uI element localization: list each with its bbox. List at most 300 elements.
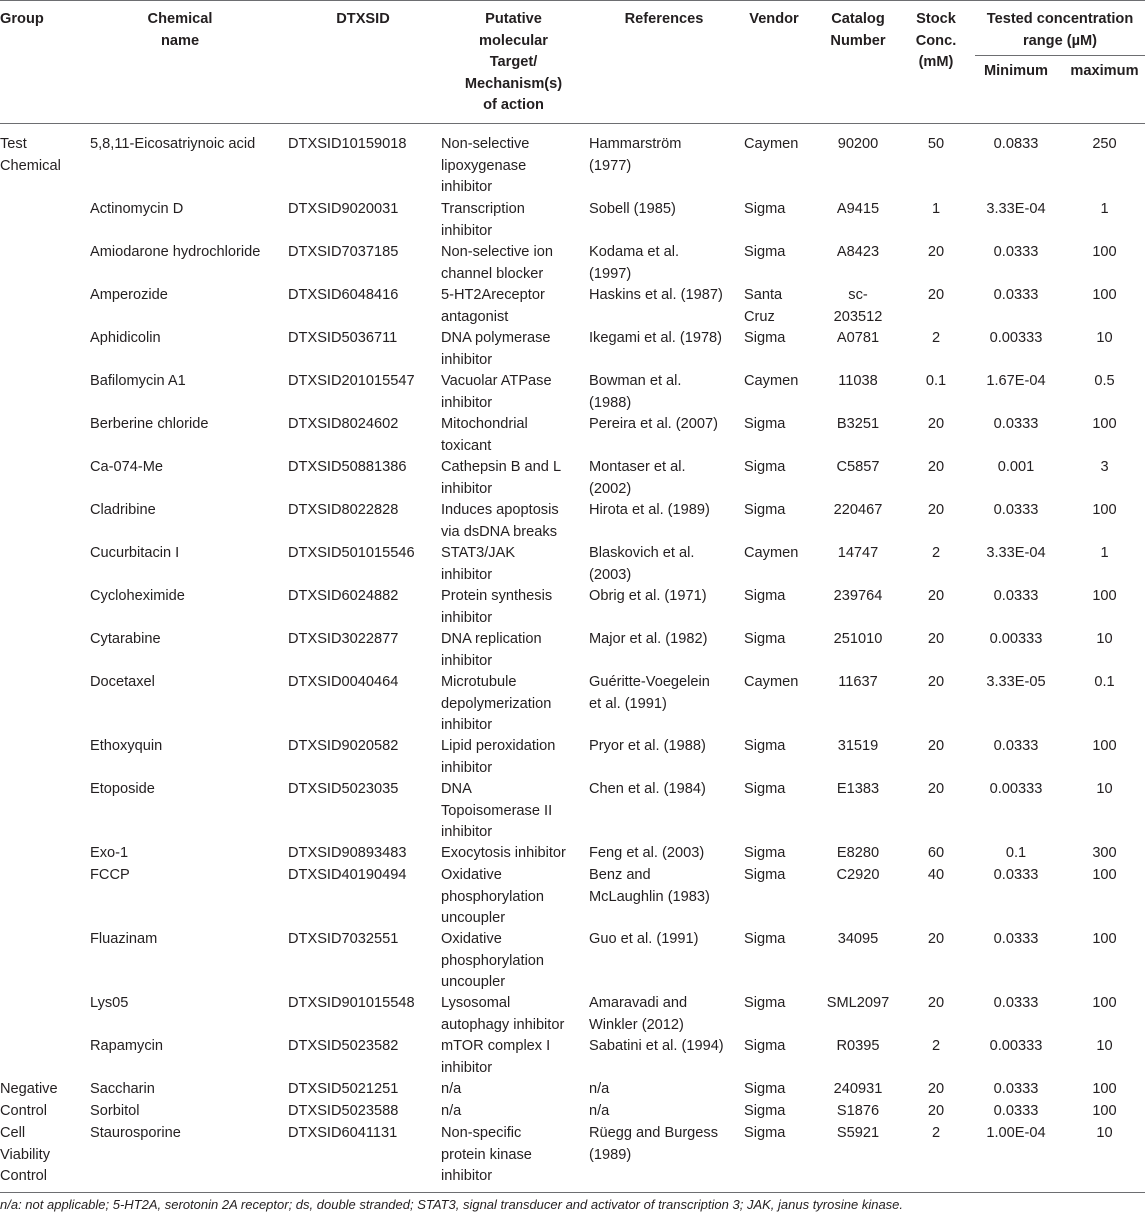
cell-line: 100 <box>1092 738 1117 754</box>
cell-line: Rüegg and Burgess <box>589 1125 718 1141</box>
cell-chemical <box>90 414 280 436</box>
cell-line: Amaravadi and <box>589 995 688 1011</box>
cell-line: Sigma <box>744 867 786 883</box>
cell-line: Cathepsin B and L <box>441 459 562 475</box>
cell-line: 20 <box>927 738 945 754</box>
cell-line: 0.00333 <box>989 330 1043 346</box>
cell-line: 50 <box>927 136 945 152</box>
cell-vendor <box>744 285 816 328</box>
cell-line: n/a <box>441 1103 462 1119</box>
cell-line: Caymen <box>744 674 799 690</box>
cell-line: Target/ <box>489 54 538 70</box>
cell-line: Sorbitol <box>90 1103 140 1119</box>
cell-line: 250 <box>1092 136 1117 152</box>
cell-line: Caymen <box>744 373 799 389</box>
cell-line: 0.00333 <box>989 631 1043 647</box>
cell-line: 0.5 <box>1094 373 1115 389</box>
cell-line: protein kinase <box>441 1146 532 1163</box>
cell-target <box>441 500 586 543</box>
cell-line: Lys05 <box>90 995 129 1011</box>
cell-references <box>589 629 739 651</box>
cell-chemical <box>90 736 280 758</box>
cell-line: 10 <box>1096 330 1113 346</box>
cell-max <box>1064 500 1145 522</box>
cell-line: channel blocker <box>441 265 544 282</box>
cell-line: inhibitor <box>441 824 493 840</box>
cell-line: inhibitor <box>441 394 493 411</box>
cell-line: 100 <box>1092 416 1117 432</box>
cell-dtxsid <box>288 865 438 887</box>
cell-line: phosphorylation <box>441 952 545 969</box>
cell-line: 100 <box>1092 1103 1117 1119</box>
cell-line: Sigma <box>744 416 786 432</box>
cell-stock <box>906 865 966 887</box>
cell-line: 3.33E-04 <box>986 201 1046 217</box>
cell-line: Kodama et al. <box>589 244 680 260</box>
cell-stock <box>906 586 966 608</box>
cell-line: 240931 <box>833 1081 883 1097</box>
cell-stock <box>906 328 966 350</box>
cell-line: 11038 <box>838 373 878 389</box>
cell-line: n/a <box>589 1103 610 1119</box>
cell-min <box>972 242 1060 264</box>
cell-catalog <box>820 865 896 887</box>
cell-line: Chemical <box>147 11 213 27</box>
cell-min <box>972 543 1060 565</box>
cell-line: 0.0333 <box>993 1103 1039 1119</box>
cell-line: 20 <box>927 781 945 797</box>
cell-line: FCCP <box>90 867 130 883</box>
cell-target <box>441 736 586 779</box>
cell-line: Sigma <box>744 1038 786 1054</box>
cell-max <box>1064 328 1145 350</box>
cell-line: 3.33E-04 <box>986 545 1046 561</box>
cell-chemical <box>90 1036 280 1058</box>
cell-min <box>972 285 1060 307</box>
header-dtxsid <box>288 9 438 31</box>
cell-line: uncoupler <box>441 974 506 990</box>
cell-catalog <box>820 1123 896 1145</box>
cell-line: Cytarabine <box>90 631 161 647</box>
cell-line: 100 <box>1092 867 1117 883</box>
cell-stock <box>906 242 966 264</box>
cell-line: Sigma <box>744 781 786 797</box>
cell-line: Catalog <box>831 11 885 27</box>
cell-line: Lysosomal <box>441 995 511 1011</box>
cell-dtxsid <box>288 843 438 865</box>
cell-max <box>1064 199 1145 221</box>
cell-line: inhibitor <box>441 1168 493 1184</box>
cell-line: 1 <box>1100 545 1109 561</box>
cell-line: 2 <box>931 545 941 561</box>
cell-line: Transcription <box>441 201 525 217</box>
cell-max <box>1064 672 1145 694</box>
cell-line: 14747 <box>837 545 879 561</box>
cell-dtxsid <box>288 328 438 350</box>
cell-target <box>441 134 586 199</box>
cell-line: Protein synthesis <box>441 588 553 604</box>
cell-line: Sigma <box>744 588 786 604</box>
cell-line: inhibitor <box>441 1059 493 1076</box>
cell-line: DTXSID5023588 <box>288 1103 399 1119</box>
cell-min <box>972 1079 1060 1101</box>
cell-line: DTXSID501015546 <box>288 545 415 561</box>
cell-target <box>441 586 586 629</box>
cell-line: 0.1 <box>1005 845 1027 861</box>
cell-catalog <box>820 414 896 436</box>
cell-min <box>972 865 1060 887</box>
cell-references <box>589 242 739 285</box>
cell-vendor <box>744 457 816 479</box>
cell-references <box>589 328 739 350</box>
cell-chemical <box>90 543 280 565</box>
cell-line: Sigma <box>744 845 786 861</box>
cell-catalog <box>820 929 896 951</box>
cell-line: 20 <box>927 244 945 260</box>
cell-line: Sabatini et al. (1994) <box>589 1038 724 1054</box>
cell-line: Montaser et al. <box>589 459 686 475</box>
cell-references <box>589 929 739 951</box>
cell-dtxsid <box>288 242 438 264</box>
cell-line: Etoposide <box>90 781 155 797</box>
cell-line: 0.0333 <box>993 502 1039 518</box>
cell-line: 239764 <box>833 588 883 604</box>
cell-line: Fluazinam <box>90 931 158 947</box>
cell-line: Cucurbitacin I <box>90 545 180 561</box>
cell-catalog <box>820 328 896 350</box>
cell-line: inhibitor <box>441 652 493 669</box>
cell-catalog <box>820 500 896 522</box>
cell-line: DTXSID5023582 <box>288 1038 399 1054</box>
cell-line: DTXSID7032551 <box>288 931 399 947</box>
cell-line: 100 <box>1092 287 1117 303</box>
cell-target <box>441 843 586 865</box>
cell-line: DTXSID0040464 <box>288 674 399 690</box>
cell-min <box>972 134 1060 156</box>
cell-dtxsid <box>288 457 438 479</box>
cell-line: Putative <box>485 11 542 27</box>
cell-max <box>1064 586 1145 608</box>
cell-line: E8280 <box>836 845 880 861</box>
cell-min <box>972 1123 1060 1145</box>
cell-references <box>589 586 739 608</box>
cell-stock <box>906 414 966 436</box>
cell-catalog <box>820 543 896 565</box>
cell-line: 31519 <box>837 738 879 754</box>
cell-line: Microtubule <box>441 674 517 690</box>
cell-catalog <box>820 1036 896 1058</box>
cell-chemical <box>90 629 280 651</box>
cell-stock <box>906 500 966 522</box>
header-max <box>1064 61 1145 83</box>
cell-line: Berberine chloride <box>90 416 209 432</box>
cell-line: DTXSID8022828 <box>288 502 399 518</box>
cell-line: inhibitor <box>441 609 493 626</box>
header-group <box>0 9 60 31</box>
cell-line: Bowman et al. <box>589 373 682 389</box>
cell-catalog <box>820 285 896 328</box>
cell-stock <box>906 199 966 221</box>
cell-line: Induces apoptosis <box>441 502 559 518</box>
cell-line: Cruz <box>744 308 775 325</box>
cell-vendor <box>744 1079 816 1101</box>
cell-min <box>972 629 1060 651</box>
cell-line: Docetaxel <box>90 674 155 690</box>
cell-line: DNA <box>441 781 472 797</box>
cell-chemical <box>90 500 280 522</box>
cell-line: Negative <box>0 1081 58 1097</box>
cell-line: sc- <box>848 287 868 303</box>
cell-line: 20 <box>927 459 945 475</box>
cell-catalog <box>820 242 896 264</box>
cell-chemical <box>90 457 280 479</box>
cell-line: inhibitor <box>441 717 493 733</box>
cell-line: autophagy inhibitor <box>441 1016 565 1033</box>
cell-target <box>441 779 586 844</box>
cell-line: DTXSID6048416 <box>288 287 399 303</box>
cell-stock <box>906 672 966 694</box>
header-target <box>438 9 589 117</box>
cell-vendor <box>744 736 816 758</box>
cell-line: Hirota et al. (1989) <box>589 502 710 518</box>
cell-group <box>0 1123 80 1188</box>
cell-line: 1.00E-04 <box>986 1125 1046 1141</box>
cell-line: DTXSID90893483 <box>288 845 407 861</box>
cell-line: B3251 <box>836 416 880 432</box>
cell-min <box>972 1036 1060 1058</box>
cell-line: 10 <box>1096 631 1113 647</box>
cell-line: 2 <box>931 330 941 346</box>
table-footnote: n/a: not applicable; 5-HT2A, serotonin 2A receptor; ds, double stranded; STAT3, signal transducer and activator of transcription 3; JAK, janus tyrosine kinase. <box>0 1197 904 1212</box>
cell-line: Sigma <box>744 459 786 475</box>
cell-vendor <box>744 199 816 221</box>
cell-max <box>1064 929 1145 951</box>
cell-line: (1977) <box>589 157 632 174</box>
cell-line: References <box>624 11 704 27</box>
cell-line: Tested concentration <box>986 11 1134 27</box>
cell-line: n/a <box>589 1081 610 1097</box>
cell-line: 5,8,11-Eicosatriynoic acid <box>90 136 256 152</box>
cell-target <box>441 328 586 371</box>
cell-min <box>972 328 1060 350</box>
cell-line: inhibitor <box>441 480 493 497</box>
cell-line: 1 <box>1100 201 1109 217</box>
cell-line: 60 <box>927 845 945 861</box>
cell-line: name <box>160 32 200 49</box>
cell-vendor <box>744 134 816 156</box>
cell-line: Major et al. (1982) <box>589 631 708 647</box>
cell-max <box>1064 1079 1145 1101</box>
cell-min <box>972 414 1060 436</box>
cell-line: Non-selective <box>441 136 530 152</box>
cell-target <box>441 543 586 586</box>
cell-chemical <box>90 865 280 887</box>
cell-chemical <box>90 1123 280 1145</box>
cell-line: Sigma <box>744 502 786 518</box>
cell-line: n/a <box>441 1081 462 1097</box>
cell-line: 20 <box>927 674 945 690</box>
cell-line: 0.0333 <box>993 867 1039 883</box>
cell-vendor <box>744 843 816 865</box>
cell-references <box>589 134 739 177</box>
cell-line: 10 <box>1096 1125 1113 1141</box>
cell-line: toxicant <box>441 437 492 454</box>
cell-line: antagonist <box>441 308 509 325</box>
cell-line: Test <box>0 136 27 152</box>
cell-stock <box>906 1123 966 1145</box>
cell-vendor <box>744 779 816 801</box>
cell-line: (2002) <box>589 480 632 497</box>
cell-line: Oxidative <box>441 867 502 883</box>
cell-line: Ikegami et al. (1978) <box>589 330 723 346</box>
cell-line: 0.0833 <box>993 136 1039 152</box>
cell-line: Amperozide <box>90 287 168 303</box>
cell-line: Sobell (1985) <box>589 201 676 217</box>
cell-chemical <box>90 328 280 350</box>
cell-dtxsid <box>288 1123 438 1145</box>
cell-line: Haskins et al. (1987) <box>589 287 723 303</box>
cell-target <box>441 1079 586 1101</box>
cell-line: Benz and <box>589 867 651 883</box>
header-catalog <box>820 9 896 52</box>
cell-min <box>972 736 1060 758</box>
cell-references <box>589 500 739 522</box>
cell-line: 20 <box>927 1081 945 1097</box>
cell-line: Stock <box>916 11 956 27</box>
cell-max <box>1064 1101 1145 1123</box>
cell-line: DTXSID5036711 <box>288 330 398 346</box>
cell-target <box>441 929 586 994</box>
cell-line: 3.33E-05 <box>986 674 1046 690</box>
cell-line: Sigma <box>744 1125 786 1141</box>
cell-target <box>441 414 586 457</box>
cell-dtxsid <box>288 672 438 694</box>
cell-stock <box>906 1101 966 1123</box>
cell-chemical <box>90 371 280 393</box>
cell-dtxsid <box>288 134 438 156</box>
cell-line: 20 <box>927 502 945 518</box>
cell-max <box>1064 285 1145 307</box>
cell-line: molecular <box>479 32 548 49</box>
cell-max <box>1064 865 1145 887</box>
cell-line: inhibitor <box>441 351 493 368</box>
cell-line: 100 <box>1092 244 1117 260</box>
top-rule <box>0 0 1145 1</box>
cell-line: DNA polymerase <box>441 330 551 346</box>
cell-vendor <box>744 629 816 651</box>
cell-max <box>1064 736 1145 758</box>
cell-line: A9415 <box>836 201 880 217</box>
cell-dtxsid <box>288 586 438 608</box>
cell-line: Actinomycin D <box>90 201 184 217</box>
cell-max <box>1064 134 1145 156</box>
cell-line: DTXSID6041131 <box>288 1125 398 1141</box>
cell-line: Sigma <box>744 201 786 217</box>
cell-line: 2 <box>931 1038 941 1054</box>
cell-line: 3 <box>1100 459 1109 475</box>
cell-stock <box>906 1036 966 1058</box>
cell-min <box>972 672 1060 694</box>
cell-stock <box>906 779 966 801</box>
cell-line: Amiodarone hydrochloride <box>90 244 261 260</box>
cell-references <box>589 993 739 1036</box>
cell-line: E1383 <box>836 781 880 797</box>
cell-line: 20 <box>927 995 945 1011</box>
cell-line: 20 <box>927 931 945 947</box>
cell-vendor <box>744 500 816 522</box>
cell-vendor <box>744 586 816 608</box>
cell-line: 20 <box>927 416 945 432</box>
cell-line: DTXSID3022877 <box>288 631 399 647</box>
cell-line: DTXSID901015548 <box>288 995 415 1011</box>
cell-references <box>589 865 739 908</box>
cell-line: Lipid peroxidation <box>441 738 556 754</box>
cell-line: (mM) <box>918 54 954 70</box>
cell-line: Sigma <box>744 738 786 754</box>
cell-line: DTXSID6024882 <box>288 588 399 604</box>
cell-line: Sigma <box>744 1103 786 1119</box>
cell-line: 20 <box>927 588 945 604</box>
cell-min <box>972 371 1060 393</box>
cell-line: Bafilomycin A1 <box>90 373 186 389</box>
cell-line: 100 <box>1092 588 1117 604</box>
cell-catalog <box>820 672 896 694</box>
cell-dtxsid <box>288 285 438 307</box>
cell-line: Control <box>0 1168 48 1184</box>
cell-line: 0.0333 <box>993 738 1039 754</box>
cell-target <box>441 1123 586 1188</box>
cell-chemical <box>90 993 280 1015</box>
cell-catalog <box>820 629 896 651</box>
cell-line: Sigma <box>744 244 786 260</box>
cell-vendor <box>744 993 816 1015</box>
header-tested <box>975 9 1145 52</box>
cell-catalog <box>820 779 896 801</box>
cell-stock <box>906 843 966 865</box>
cell-line: DTXSID5021251 <box>288 1081 399 1097</box>
cell-max <box>1064 242 1145 264</box>
cell-catalog <box>820 1101 896 1123</box>
cell-chemical <box>90 1079 280 1101</box>
cell-vendor <box>744 865 816 887</box>
cell-line: Vacuolar ATPase <box>441 373 552 389</box>
cell-line: Viability <box>0 1146 51 1163</box>
cell-line: Hammarström <box>589 136 682 152</box>
cell-min <box>972 843 1060 865</box>
cell-stock <box>906 993 966 1015</box>
cell-dtxsid <box>288 1079 438 1101</box>
cell-line: phosphorylation <box>441 888 545 905</box>
cell-line: Aphidicolin <box>90 330 161 346</box>
cell-line: inhibitor <box>441 759 493 776</box>
cell-dtxsid <box>288 1036 438 1058</box>
cell-references <box>589 371 739 414</box>
cell-chemical <box>90 242 280 264</box>
cell-dtxsid <box>288 199 438 221</box>
cell-target <box>441 457 586 500</box>
cell-line: Group <box>0 11 44 27</box>
cell-vendor <box>744 543 816 565</box>
cell-target <box>441 242 586 285</box>
cell-catalog <box>820 371 896 393</box>
cell-line: 20 <box>927 1103 945 1119</box>
cell-line: 100 <box>1092 502 1117 518</box>
cell-stock <box>906 736 966 758</box>
cell-line: C5857 <box>836 459 880 475</box>
cell-stock <box>906 1079 966 1101</box>
cell-line: 251010 <box>833 631 883 647</box>
cell-line: 90200 <box>837 136 879 152</box>
